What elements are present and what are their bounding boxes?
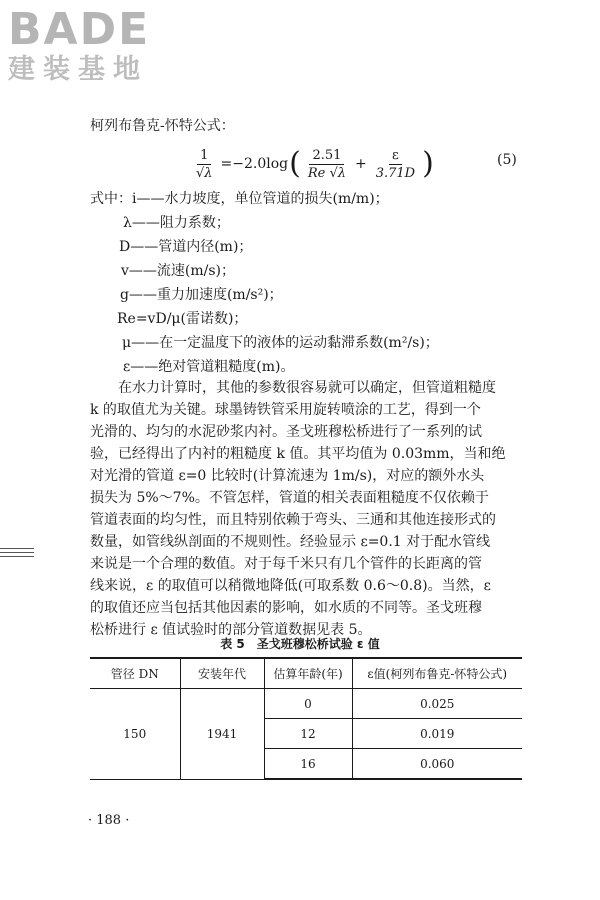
epsilon-cell: 0.060 — [352, 749, 522, 780]
formula-term1-fraction — [305, 147, 349, 182]
formula-term1-denominator: Re √λ — [307, 165, 346, 181]
formula-open-paren: ( — [289, 146, 301, 181]
epsilon-cell: 0.025 — [352, 689, 522, 719]
variable-line: μ——在一定温度下的液体的运动黏滞系数(m²/s)； — [122, 335, 439, 351]
paragraph-line: 损失为 5%～7%。不管怎样，管道的相关表面粗糙度不仅依赖于 — [90, 490, 489, 506]
paragraph-line: 松桥进行 ε 值试验时的部分管道数据见表 5。 — [90, 622, 372, 638]
equation-number: (5) — [497, 152, 517, 168]
logo — [8, 6, 150, 86]
formula-lhs-numerator: 1 — [197, 147, 211, 165]
column-header: ε值(柯列布鲁克-怀特公式) — [352, 658, 522, 689]
variable-line: λ——阻力系数； — [123, 215, 230, 231]
colebrook-formula — [190, 144, 435, 184]
column-header: 安装年代 — [180, 658, 264, 689]
age-cell: 12 — [264, 719, 352, 749]
age-cell: 16 — [264, 749, 352, 780]
formula-term2-fraction — [373, 147, 418, 182]
variable-line: v——流速(m/s)； — [121, 263, 236, 279]
paragraph-line: 线来说，ε 的取值可以稍微地降低(可取系数 0.6～0.8)。当然，ε — [90, 578, 491, 594]
paragraph-line: k 的取值尤为关键。球墨铸铁管采用旋转喷涂的工艺，得到一个 — [90, 402, 481, 418]
age-cell: 0 — [264, 689, 352, 719]
variable-line: ε——绝对管道粗糙度(m)。 — [123, 359, 295, 375]
formula-term1-numerator: 2.51 — [309, 147, 344, 165]
formula-term2-denominator: 3.71D — [375, 165, 416, 181]
table-header-row — [90, 658, 522, 689]
paragraph-line: 在水力计算时，其他的参数很容易就可以确定，但管道粗糙度 — [118, 380, 496, 396]
logo-sub-text: 建装基地 — [8, 54, 148, 85]
body-paragraph — [90, 377, 510, 641]
formula-plus: + — [354, 156, 367, 172]
formula-equals: =−2.0log — [220, 156, 289, 172]
paragraph-line: 数量，如管线纵剖面的不规则性。经验显示 ε=0.1 对于配水管线 — [90, 534, 491, 550]
formula-lhs-fraction — [193, 147, 216, 182]
year-cell: 1941 — [180, 689, 264, 780]
paragraph-line: 光滑的、均匀的水泥砂浆内衬。圣戈班穆松桥进行了一系列的试 — [90, 424, 482, 440]
table-row — [90, 689, 522, 719]
logo-main-text: BADE — [8, 4, 151, 55]
formula-lhs-denominator: √λ — [196, 165, 213, 181]
paragraph-line: 管道表面的均匀性，而且特别依赖于弯头、三通和其他连接形式的 — [90, 512, 496, 528]
formula-close-paren: ) — [422, 146, 434, 181]
variable-line: D——管道内径(m)； — [119, 239, 253, 255]
epsilon-table — [90, 657, 522, 780]
column-header: 估算年龄(年) — [264, 658, 352, 689]
paragraph-line: 验，已经得出了内衬的粗糙度 k 值。其平均值为 0.03mm，当和绝 — [90, 446, 506, 462]
variable-line: Re=vD/μ(雷诺数)； — [117, 311, 248, 327]
paragraph-line: 对光滑的管道 ε=0 比较时(计算流速为 1m/s)，对应的额外水头 — [90, 468, 485, 484]
formula-term2-numerator: ε — [389, 147, 402, 165]
dn-cell: 150 — [90, 689, 180, 780]
margin-marks — [0, 548, 34, 560]
intro-line: 柯列布鲁克-怀特公式： — [90, 118, 235, 134]
paragraph-line: 的取值还应当包括其他因素的影响，如水质的不同等。圣戈班穆 — [90, 600, 482, 616]
variable-line: g——重力加速度(m/s²)； — [120, 287, 283, 303]
epsilon-cell: 0.019 — [352, 719, 522, 749]
column-header: 管径 DN — [90, 658, 180, 689]
paragraph-line: 来说是一个合理的数值。对于每千米只有几个管件的长距离的管 — [90, 556, 482, 572]
variable-line: 式中：i——水力坡度，单位管道的损失(m/m)； — [90, 191, 389, 207]
table-caption: 表 5 圣戈班穆松桥试验 ε 值 — [220, 637, 380, 651]
page-number: · 188 · — [88, 813, 130, 828]
